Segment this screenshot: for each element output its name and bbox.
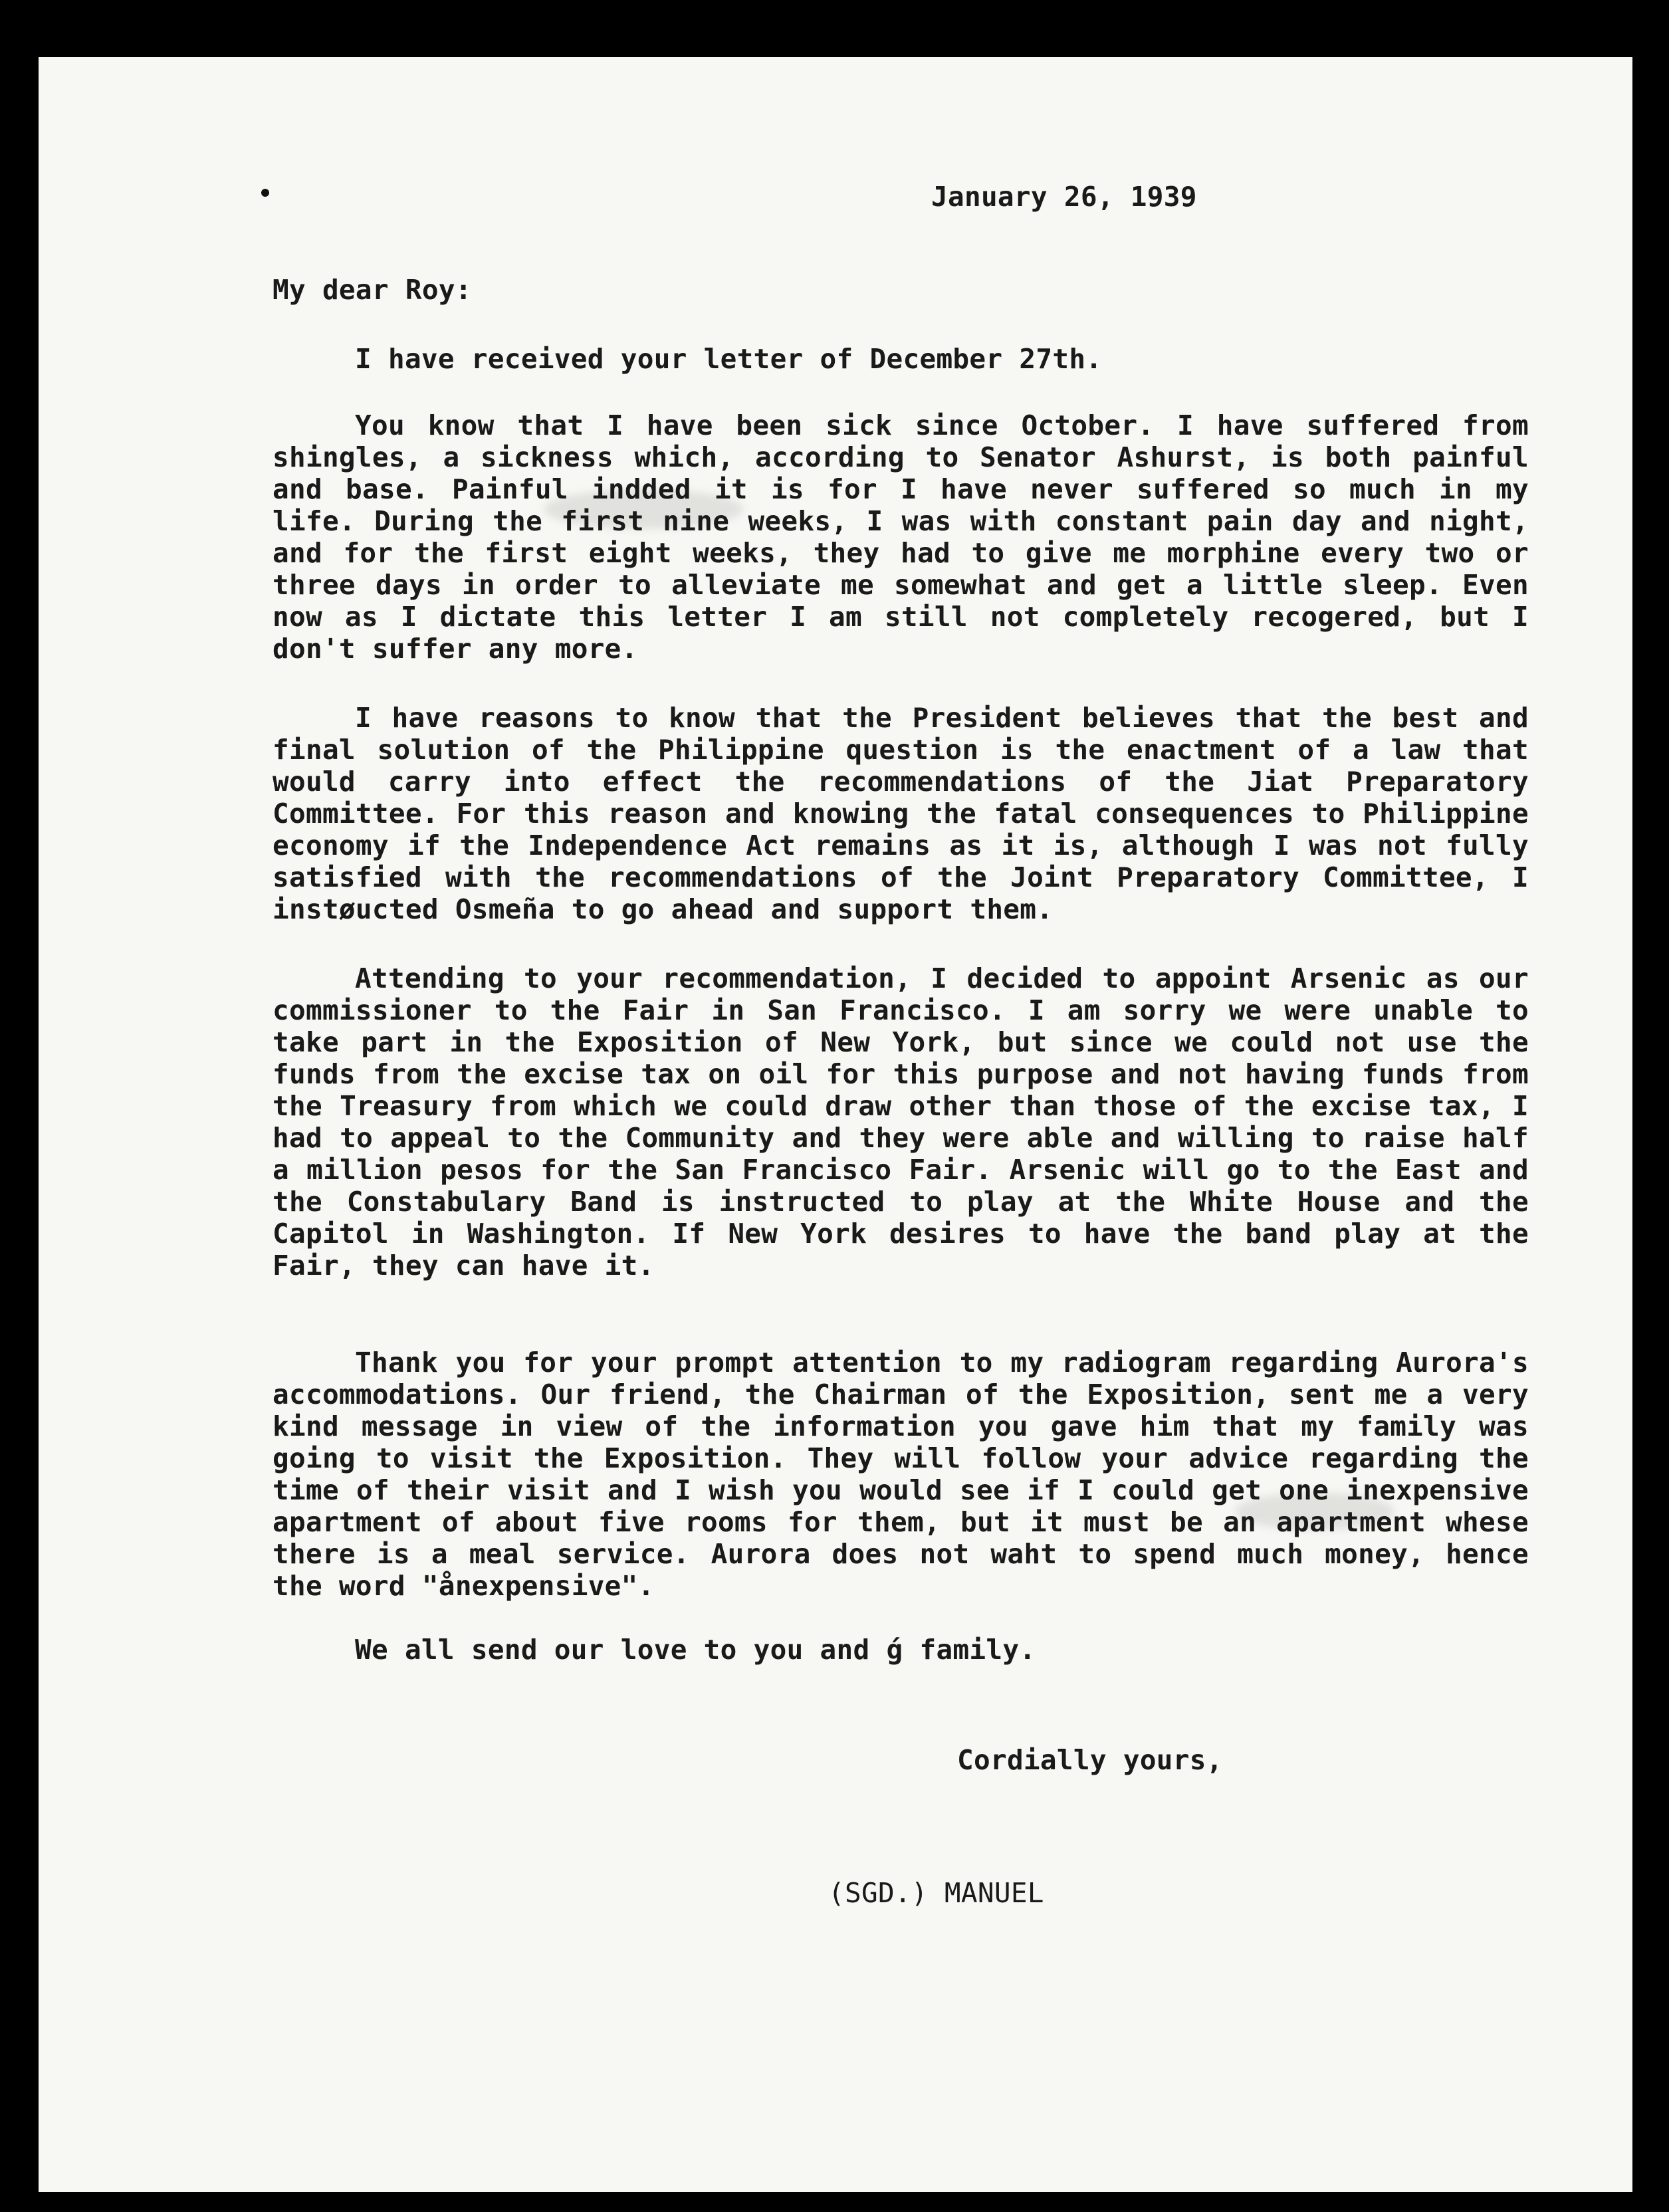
paragraph-received: I have received your letter of December 27th. [355,343,1103,375]
letter-page [39,57,1632,2192]
paragraph-love: We all send our love to you and ǵ family. [355,1634,1036,1666]
letter-body [39,57,1632,2192]
signature: (SGD.) MANUEL [828,1877,1044,1909]
closing: Cordially yours, [957,1744,1223,1776]
paragraph-philippine-question: I have reasons to know that the President believes that the best and final solution of the Philippine question is the enactment of a law that would carry into effect the recommendations of the Jiat Preparatory Committee. For this reason and knowing the fatal consequences to Philippine economy if the Independence Act remains as it is, although I was not fully satisfied with the recommendations of the Joint Preparatory Committee, I instøucted Osmeña to go ahead and support them. [273,702,1529,925]
page-dot-mark [261,189,269,197]
paragraph-illness: You know that I have been sick since October. I have suffered from shingles, a sickness which, according to Senator Ashurst, is both painful and base. Painful indded it is for I have never suffered so much in my life. During the first nine weeks, I was with constant pain day and night, and for the first eight weeks, they had to give me morphine every two or three days in order to alleviate me somewhat and get a little sleep. Even now as I dictate this letter I am still not completely recogered, but I don't suffer any more. [273,409,1529,665]
salutation: My dear Roy: [273,274,472,306]
letter-date: January 26, 1939 [931,181,1197,213]
scan-border-top [0,0,1669,57]
scan-border-left [0,0,39,2212]
paragraph-accommodations: Thank you for your prompt attention to my radiogram regarding Aurora's accommodations. Our friend, the Chairman of the Exposition, sent me a very kind message in view of the information you gave him that my family was going to visit the Exposition. They will follow your advice regarding the time of their visit and I wish you would see if I could get one inexpensive apartment of about five rooms for them, but it must be an apartment whese there is a meal service. Aurora does not waht to spend much money, hence the word "ånexpensive". [273,1347,1529,1602]
paragraph-fair-commissioner: Attending to your recommendation, I decided to appoint Arsenic as our commissioner to the Fair in San Francisco. I am sorry we were unable to take part in the Exposition of New York, but since we could not use the funds from the excise tax on oil for this purpose and not having funds from the Treasury from which we could draw other than those of the excise tax, I had to appeal to the Community and they were able and willing to raise half a million pesos for the San Francisco Fair. Arsenic will go to the East and the Constabulary Band is instructed to play at the White House and the Capitol in Washington. If New York desires to have the band play at the Fair, they can have it. [273,962,1529,1281]
